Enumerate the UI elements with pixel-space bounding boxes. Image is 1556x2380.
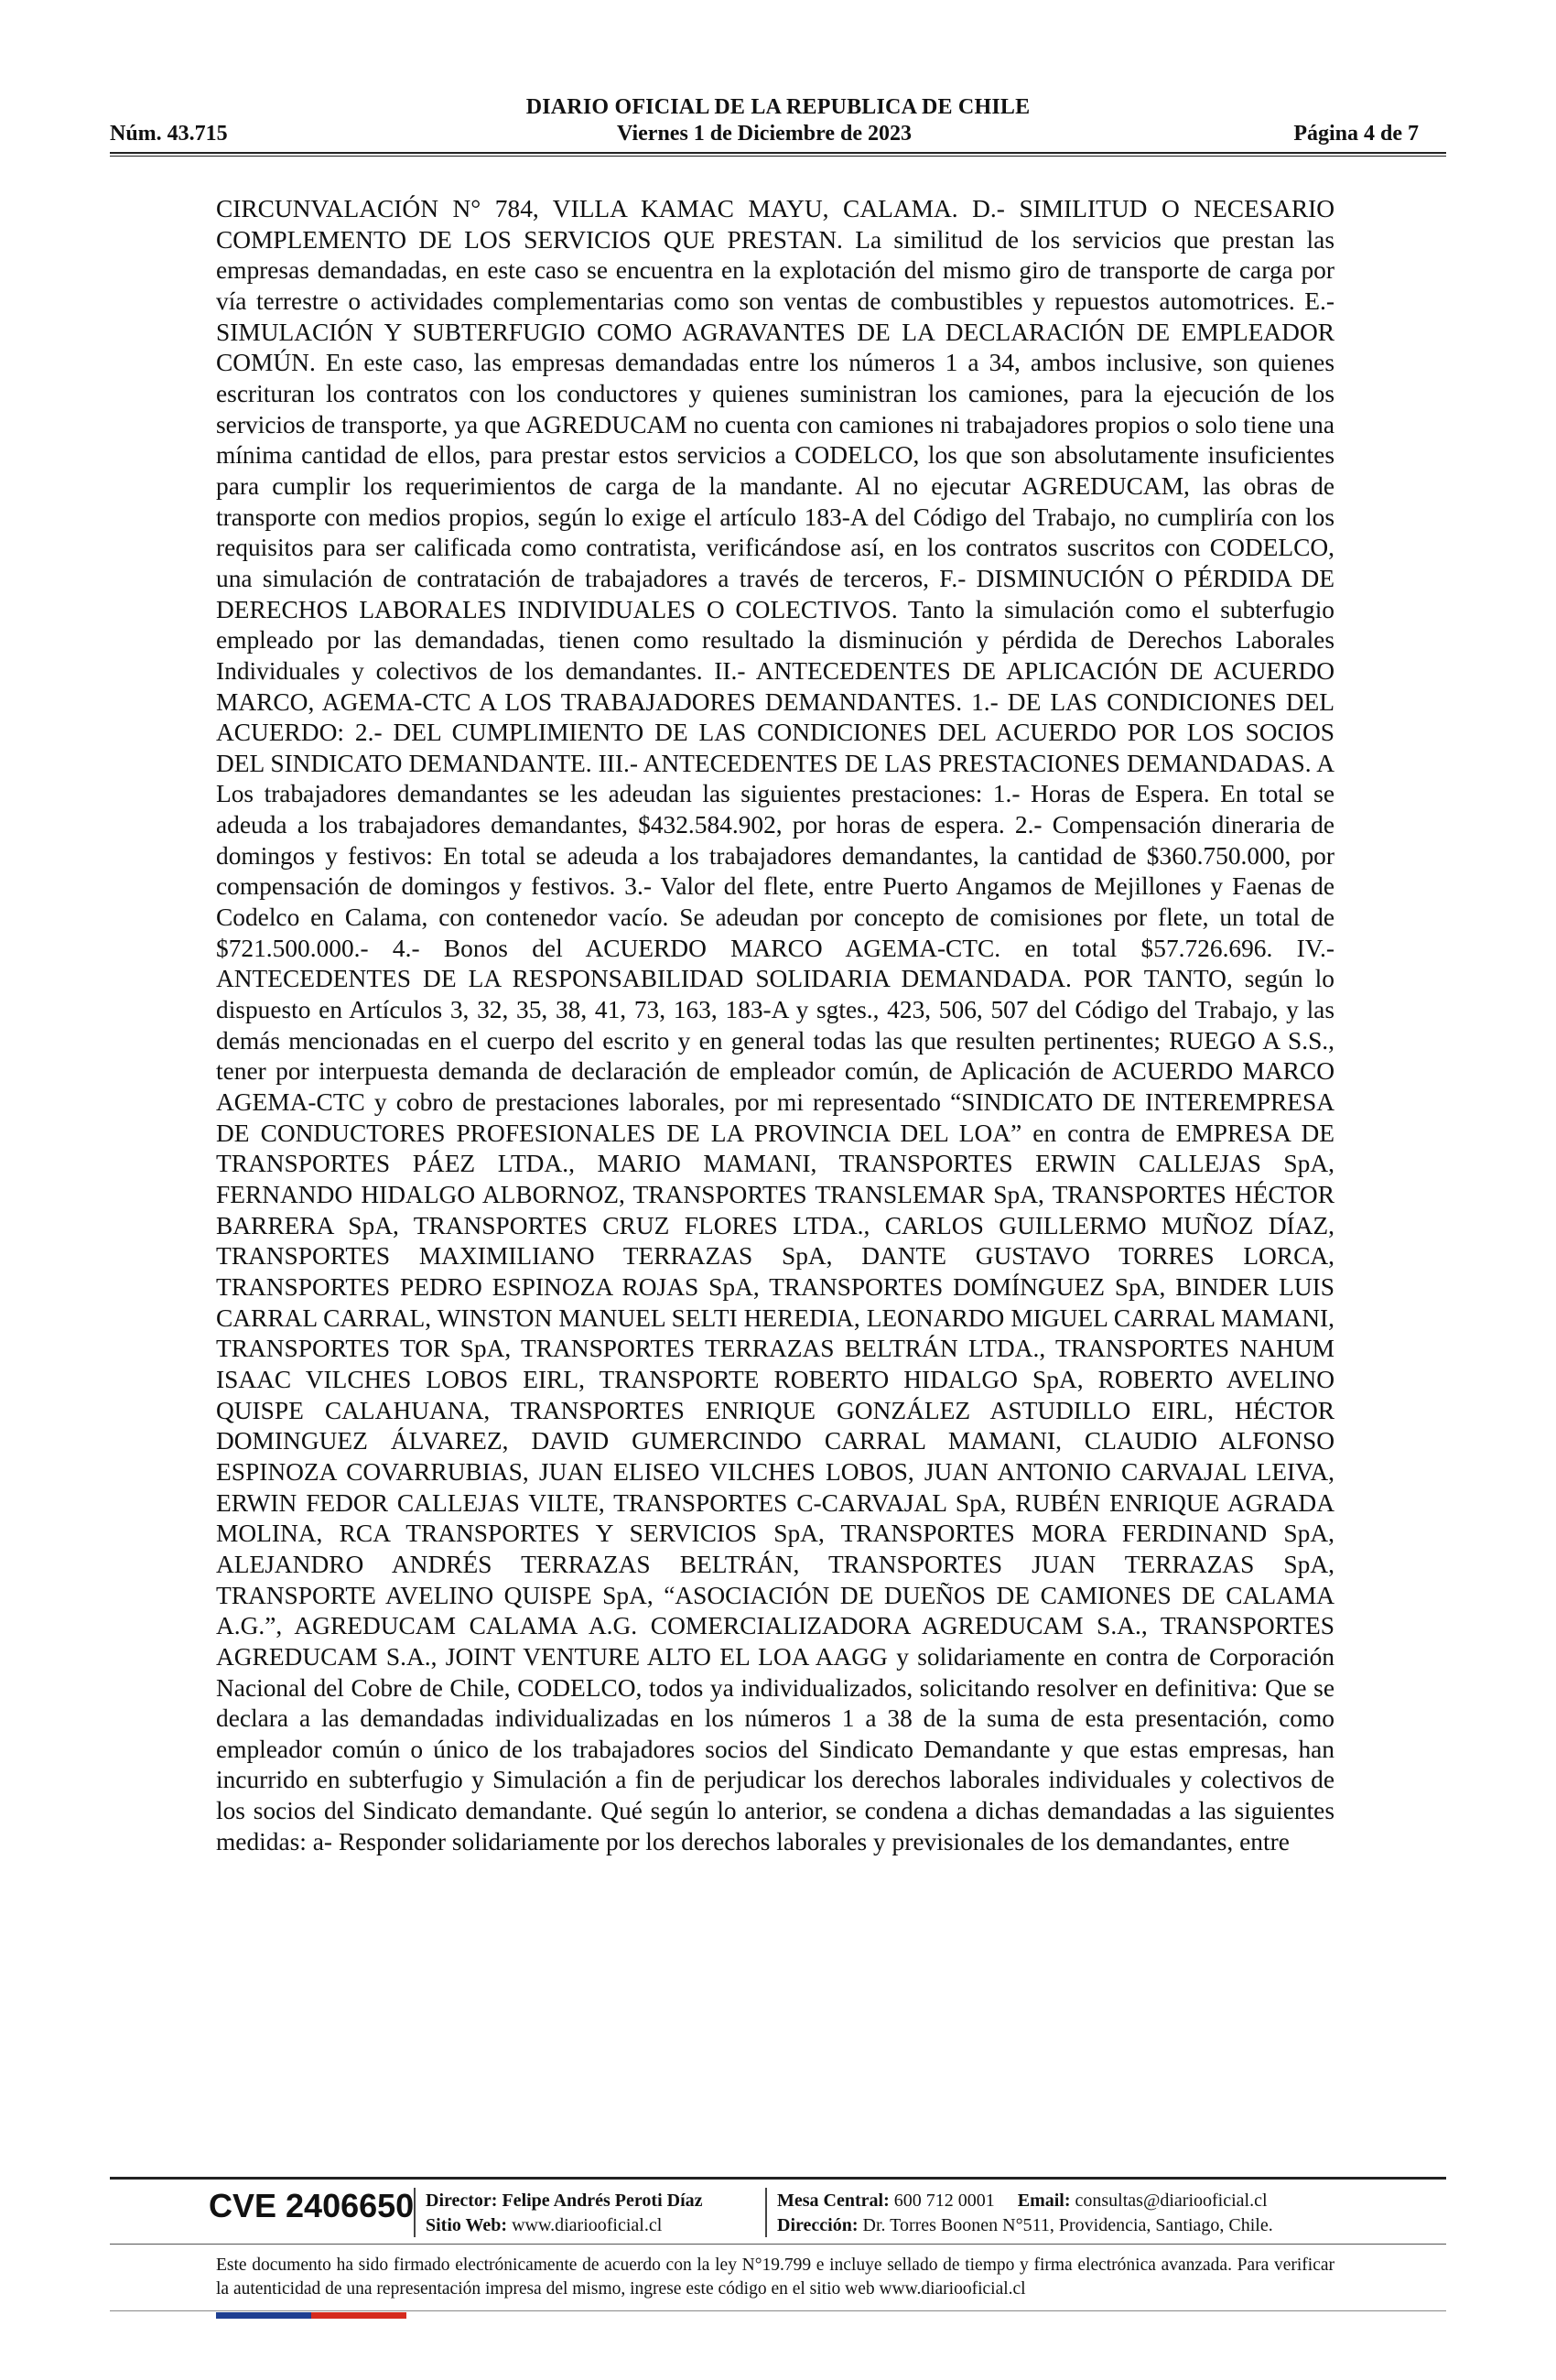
- page-indicator: Página 4 de 7: [1293, 122, 1419, 146]
- flag-red-segment: [311, 2312, 406, 2319]
- gazette-title: DIARIO OFICIAL DE LA REPUBLICA DE CHILE: [525, 95, 1031, 119]
- header-row: [110, 122, 1419, 149]
- footer-bottom-rule: [110, 2310, 1446, 2311]
- address-label: Dirección:: [777, 2215, 859, 2235]
- footer-separator: [765, 2188, 767, 2237]
- document-body: CIRCUNVALACIÓN N° 784, VILLA KAMAC MAYU, CALAMA. D.- SIMILITUD O NECESARIO COMPLEMENTO DE LOS SERVICIOS QUE PRESTAN. La similitud de los servicios que prestan las empresas demandadas, en este caso se encuentra en la explotación del mismo giro de transporte de carga por vía terrestre o actividades complementarias como son ventas de combustibles y repuestos automotrices. E.- SIMULACIÓN Y SUBTERFUGIO COMO AGRAVANTES DE LA DECLARACIÓN DE EMPLEADOR COMÚN. En este caso, las empresas demandadas entre los números 1 a 34, ambos inclusive, son quienes escrituran los contratos con los conductores y quienes suministran los camiones, para la ejecución de los servicios de transporte, ya que AGREDUCAM no cuenta con camiones ni trabajadores propios o solo tiene una mínima cantidad de ellos, para prestar estos servicios a CODELCO, los que son absolutamente insuficientes para cumplir los requerimientos de carga de la mandante. Al no ejecutar AGREDUCAM, las obras de transporte con medios propios, según lo exige el artículo 183-A del Código del Trabajo, no cumpliría con los requisitos para ser calificada como contratista, verificándose así, en los contratos suscritos con CODELCO, una simulación de contratación de trabajadores a través de terceros, F.- DISMINUCIÓN O PÉRDIDA DE DERECHOS LABORALES INDIVIDUALES O COLECTIVOS. Tanto la simulación como el subterfugio empleado por las demandadas, tienen como resultado la disminución y pérdida de Derechos Laborales Individuales y colectivos de los demandantes. II.- ANTECEDENTES DE APLICACIÓN DE ACUERDO MARCO, AGEMA-CTC A LOS TRABAJADORES DEMANDANTES. 1.- DE LAS CONDICIONES DEL ACUERDO: 2.- DEL CUMPLIMIENTO DE LAS CONDICIONES DEL ACUERDO POR LOS SOCIOS DEL SINDICATO DEMANDANTE. III.- ANTECEDENTES DE LAS PRESTACIONES DEMANDADAS. A Los trabajadores demandantes se les adeudan las siguientes prestaciones: 1.- Horas de Espera. En total se adeuda a los trabajadores demandantes, $432.584.902, por horas de espera. 2.- Compensación dineraria de domingos y festivos: En total se adeuda a los trabajadores demandantes, la cantidad de $360.750.000, por compensación de domingos y festivos. 3.- Valor del flete, entre Puerto Angamos de Mejillones y Faenas de Codelco en Calama, con contenedor vacío. Se adeudan por concepto de comisiones por flete, un total de $721.500.000.- 4.- Bonos del ACUERDO MARCO AGEMA-CTC. en total $57.726.696. IV.- ANTECEDENTES DE LA RESPONSABILIDAD SOLIDARIA DEMANDADA. POR TANTO, según lo dispuesto en Artículos 3, 32, 35, 38, 41, 73, 163, 183-A y sgtes., 423, 506, 507 del Código del Trabajo, y las demás mencionadas en el cuerpo del escrito y en general todas las que resulten pertinentes; RUEGO A S.S., tener por interpuesta demanda de declaración de empleador común, de Aplicación de ACUERDO MARCO AGEMA-CTC y cobro de prestaciones laborales, por mi representado “SINDICATO DE INTEREMPRESA DE CONDUCTORES PROFESIONALES DE LA PROVINCIA DEL LOA” en contra de EMPRESA DE TRANSPORTES PÁEZ LTDA., MARIO MAMANI, TRANSPORTES ERWIN CALLEJAS SpA, FERNANDO HIDALGO ALBORNOZ, TRANSPORTES TRANSLEMAR SpA, TRANSPORTES HÉCTOR BARRERA SpA, TRANSPORTES CRUZ FLORES LTDA., CARLOS GUILLERMO MUÑOZ DÍAZ, TRANSPORTES MAXIMILIANO TERRAZAS SpA, DANTE GUSTAVO TORRES LORCA, TRANSPORTES PEDRO ESPINOZA ROJAS SpA, TRANSPORTES DOMÍNGUEZ SpA, BINDER LUIS CARRAL CARRAL, WINSTON MANUEL SELTI HEREDIA, LEONARDO MIGUEL CARRAL MAMANI, TRANSPORTES TOR SpA, TRANSPORTES TERRAZAS BELTRÁN LTDA., TRANSPORTES NAHUM ISAAC VILCHES LOBOS EIRL, TRANSPORTE ROBERTO HIDALGO SpA, ROBERTO AVELINO QUISPE CALAHUANA, TRANSPORTES ENRIQUE GONZÁLEZ ASTUDILLO EIRL, HÉCTOR DOMINGUEZ ÁLVAREZ, DAVID GUMERCINDO CARRAL MAMANI, CLAUDIO ALFONSO ESPINOZA COVARRUBIAS, JUAN ELISEO VILCHES LOBOS, JUAN ANTONIO CARVAJAL LEIVA, ERWIN FEDOR CALLEJAS VILTE, TRANSPORTES C-CARVAJAL SpA, RUBÉN ENRIQUE AGRADA MOLINA, RCA TRANSPORTES Y SERVICIOS SpA, TRANSPORTES MORA FERDINAND SpA, ALEJANDRO ANDRÉS TERRAZAS BELTRÁN, TRANSPORTES JUAN TERRAZAS SpA, TRANSPORTE AVELINO QUISPE SpA, “ASOCIACIÓN DE DUEÑOS DE CAMIONES DE CALAMA A.G.”, AGREDUCAM CALAMA A.G. COMERCIALIZADORA AGREDUCAM S.A., TRANSPORTES AGREDUCAM S.A., JOINT VENTURE ALTO EL LOA AAGG y solidariamente en contra de Corporación Nacional del Cobre de Chile, CODELCO, todos ya individualizados, solicitando resolver en definitiva: Que se declara a las demandadas individualizadas en los números 1 a 38 de la suma de esta presentación, como empleador común o único de los trabajadores socios del Sindicato Demandante y que estas empresas, han incurrido en subterfugio y Simulación a fin de perjudicar los derechos laborales individuales y colectivos de los socios del Sindicato demandante. Qué según lo anterior, se condena a dichas demandadas a las siguientes medidas: a- Responder solidariamente por los derechos laborales y previsionales de los demandantes, entre: [216, 195, 1334, 1855]
- issue-date: Viernes 1 de Diciembre de 2023: [617, 122, 912, 146]
- contact-line: [777, 2189, 1273, 2213]
- email-link[interactable]: consultas@diariooficial.cl: [1075, 2191, 1268, 2211]
- website-label: Sitio Web:: [426, 2215, 508, 2235]
- director-line: [426, 2189, 703, 2213]
- footer-divider-thin: [110, 2244, 1446, 2245]
- footer-separator: [414, 2188, 416, 2237]
- mesa-value: 600 712 0001: [893, 2191, 995, 2211]
- footer-contact-block: [777, 2189, 1273, 2238]
- director-label: Director:: [426, 2191, 498, 2211]
- website-link[interactable]: www.diariooficial.cl: [512, 2215, 663, 2235]
- address-line: [777, 2213, 1273, 2238]
- chile-flag-stripe: [216, 2312, 406, 2319]
- header-divider-thin: [110, 156, 1446, 157]
- cve-code: CVE 2406650: [209, 2187, 415, 2224]
- address-value: Dr. Torres Boonen N°511, Providencia, Santiago, Chile.: [862, 2215, 1273, 2235]
- legal-notice: Este documento ha sido firmado electrónicamente de acuerdo con la ley N°19.799 e incluye sellado de tiempo y firma electrónica avanzada. Para verificar la autenticidad de una representación impresa del mismo, ingrese este código en el sitio web www.diariooficial.cl: [216, 2256, 1334, 2299]
- website-line: [426, 2213, 703, 2238]
- director-value: Felipe Andrés Peroti Díaz: [502, 2191, 703, 2211]
- issue-number: Núm. 43.715: [110, 122, 228, 146]
- flag-blue-segment: [216, 2312, 311, 2319]
- header-divider: [110, 152, 1446, 154]
- email-label: Email:: [1017, 2191, 1071, 2211]
- mesa-label: Mesa Central:: [777, 2191, 890, 2211]
- footer-director-block: [426, 2189, 703, 2238]
- footer-divider: [110, 2177, 1446, 2180]
